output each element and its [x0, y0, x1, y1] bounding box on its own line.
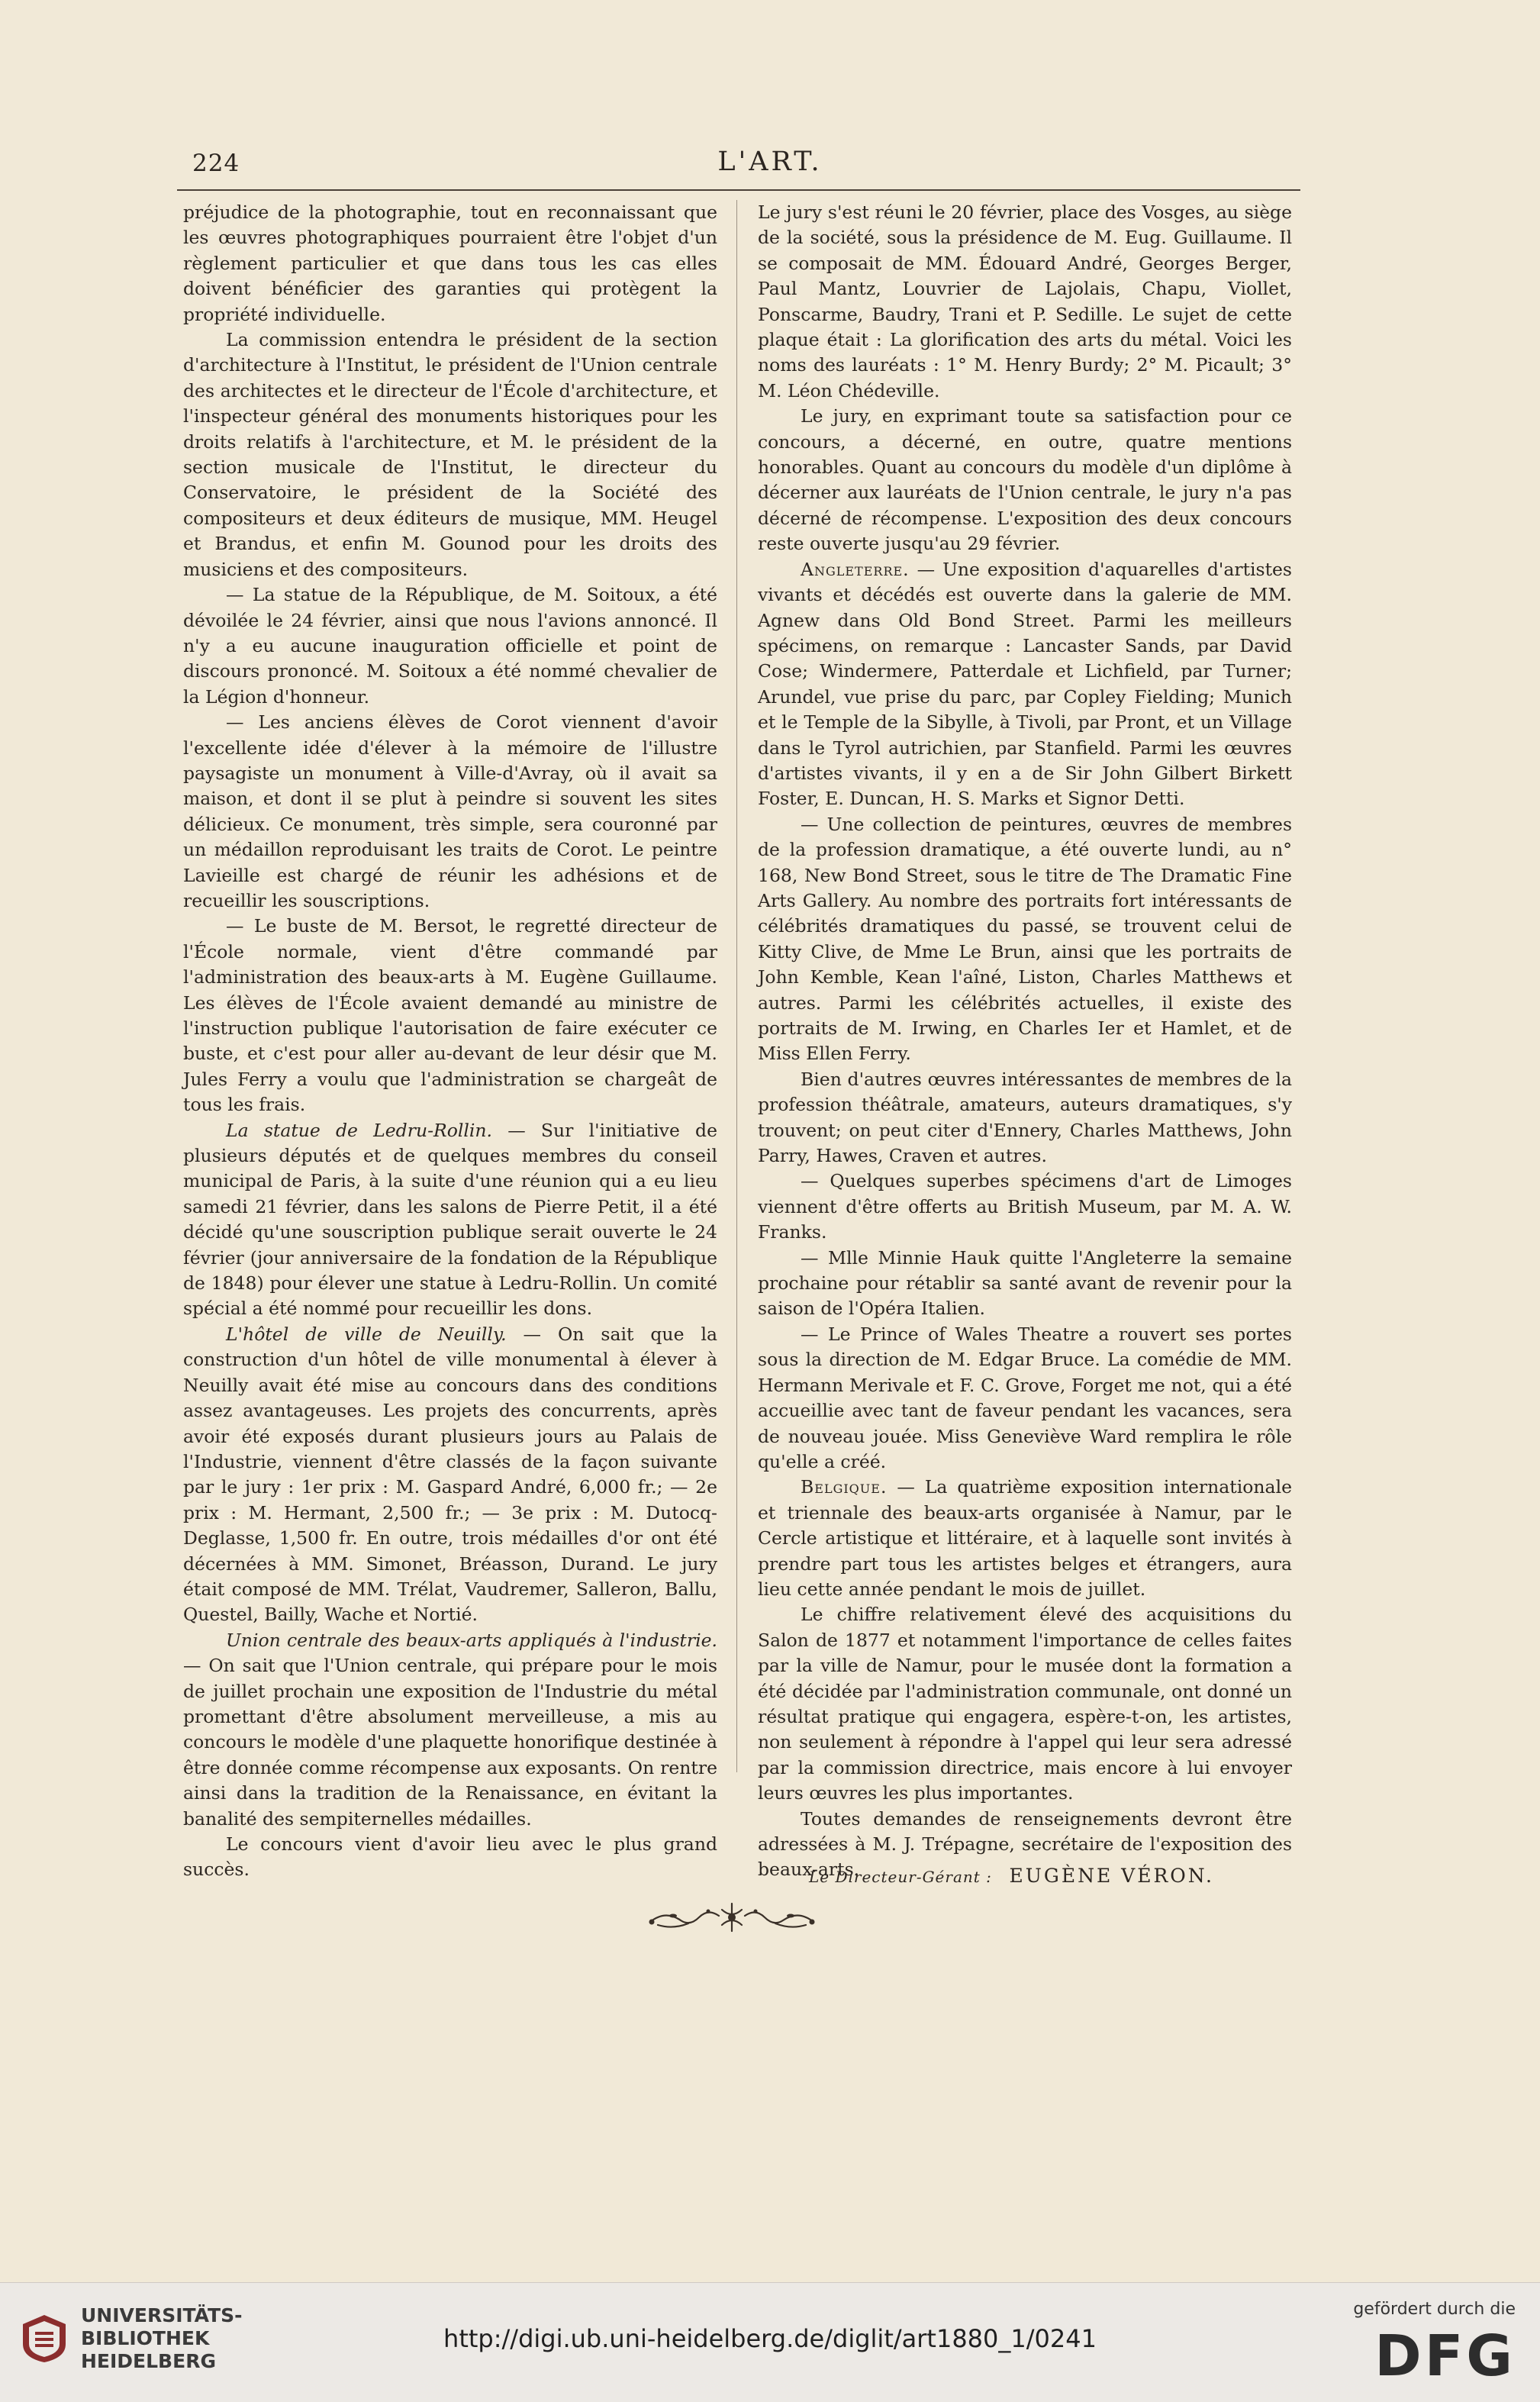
paragraph [758, 1475, 1292, 1602]
running-title: L'ART. [717, 147, 823, 177]
paragraph-lead: Union centrale des beaux-arts appliqués à l'industrie. [226, 1629, 717, 1651]
signature [809, 1865, 1214, 1887]
paragraph-text: Toutes demandes de renseignements devront être adressées à M. J. Trépagne, secrétaire de l'exposition des beaux-arts. [758, 1807, 1292, 1881]
paragraph [758, 200, 1292, 404]
paragraph-text: — La quatrième exposition internationale et triennale des beaux-arts organisée à Namur, par le Cercle artistique et littéraire, et à laquelle sont invités à prendre part tous les artistes belges et étrangers, aura lieu cette année pendant le mois de juillet. [758, 1476, 1292, 1600]
paragraph [183, 582, 717, 710]
paragraph-lead: L'hôtel de ville de Neuilly. [226, 1323, 507, 1345]
paragraph [183, 914, 717, 1117]
page-number: 224 [192, 150, 240, 177]
paragraph-text: — Sur l'initiative de plusieurs députés et de quelques membres du conseil municipal de Paris, à la suite d'une réunion qui a eu lieu samedi 21 février, dans les salons de Pierre Petit, il a été décidé qu'une souscription publique serait ouverte le 24 février (jour anniversaire de la fondation de la République de 1848) pour élever une statue à Ledru-Rollin. Un comité spécial a été nommé pour recueillir les dons. [183, 1119, 717, 1320]
paragraph [758, 1067, 1292, 1169]
paragraph-text: — La statue de la République, de M. Soitoux, a été dévoilée le 24 février, ainsi que nous l'avions annoncé. Il n'y a eu aucune inauguration officielle et point de discours prononcé. M. Soitoux a été nommé chevalier de la Légion d'honneur. [183, 584, 717, 708]
paragraph-text: — Le Prince of Wales Theatre a rouvert ses portes sous la direction de M. Edgar Bruce. La comédie de MM. Hermann Merivale et F. C. Grove, Forget me not, qui a été accueillie avec tant de faveur pendant les vacances, sera de nouveau jouée. Miss Geneviève Ward remplira le rôle qu'elle a créé. [758, 1323, 1292, 1472]
paragraph-text: Bien d'autres œuvres intéressantes de membres de la profession théâtrale, amateurs, auteurs dramatiques, s'y trouvent; on peut citer d'Ennery, Charles Matthews, John Parry, Hawes, Craven et autres. [758, 1068, 1292, 1167]
floral-ornament-icon [643, 1899, 821, 1936]
paragraph [758, 1169, 1292, 1245]
right-column [758, 200, 1292, 1883]
paragraph-text: Le jury s'est réuni le 20 février, place des Vosges, au siège de la société, sous la présidence de M. Eug. Guillaume. Il se composait de MM. Édouard André, Georges Berger, Paul Mantz, Louvrier de Lajolais, Chapu, Viollet, Ponscarme, Baudry, Trani et P. Sedille. Le sujet de cette plaque était : La glorification des arts du métal. Voici les noms des lauréats : 1° M. Henry Burdy; 2° M. Picault; 3° M. Léon Chédeville. [758, 202, 1292, 401]
section-heading: Angleterre. [801, 558, 910, 580]
paragraph [183, 327, 717, 582]
paragraph [183, 1628, 717, 1832]
left-column [183, 200, 717, 1883]
paragraph-text: Le concours vient d'avoir lieu avec le plus grand succès. [183, 1833, 717, 1881]
paragraph-text: préjudice de la photographie, tout en reconnaissant que les œuvres photographiques pourraient être l'objet d'un règlement particulier et que dans tous les cas elles doivent bénéficier des garanties qui protègent la propriété individuelle. [183, 202, 717, 325]
paragraph-text: — On sait que l'Union centrale, qui prépare pour le mois de juillet prochain une exposition de l'Industrie du métal promettant d'être absolument merveilleuse, a mis au concours le modèle d'une plaquette honorifique destinée à être donnée comme récompense aux exposants. On rentre ainsi dans la tradition de la Renaissance, en évitant la banalité des sempiternelles médailles. [183, 1655, 717, 1830]
column-divider [736, 200, 737, 1772]
paragraph-text: — Mlle Minnie Hauk quitte l'Angleterre la semaine prochaine pour rétablir sa santé avant de revenir pour la saison de l'Opéra Italien. [758, 1246, 1292, 1320]
paragraph-text: — Quelques superbes spécimens d'art de Limoges viennent d'être offerts au British Museum, par M. A. W. Franks. [758, 1170, 1292, 1243]
paragraph [758, 812, 1292, 1067]
signature-name: EUGÈNE VÉRON. [1009, 1865, 1214, 1887]
paragraph [183, 710, 717, 914]
paragraph [183, 1832, 717, 1883]
paragraph [183, 1118, 717, 1322]
signature-label: Le Directeur-Gérant : [809, 1868, 992, 1886]
paragraph-text: — Le buste de M. Bersot, le regretté directeur de l'École normale, vient d'être commandé par l'administration des beaux-arts à M. Eugène Guillaume. Les élèves de l'École avaient demandé au ministre de l'instruction publique l'autorisation de faire exécuter ce buste, et c'est pour aller au-devant de leur désir que M. Jules Ferry a voulu que l'administration se chargeât de tous les frais. [183, 915, 717, 1116]
paragraph-text: — On sait que la construction d'un hôtel de ville monumental à élever à Neuilly avait été mise au concours dans des conditions assez avantageuses. Les projets des concurrents, après avoir été exposés durant plusieurs jours au Palais de l'Industrie, viennent d'être classés de la façon suivante par le jury : 1er prix : M. Gaspard André, 6,000 fr.; — 2e prix : M. Hermant, 2,500 fr.; — 3e prix : M. Dutocq-Deglasse, 1,500 fr. En outre, trois médailles d'or ont été décernées à MM. Simonet, Bréasson, Durand. Le jury était composé de MM. Trélat, Vaudremer, Salleron, Ballu, Questel, Bailly, Wache et Nortié. [183, 1323, 717, 1626]
viewer-footer [0, 2282, 1540, 2402]
paragraph-lead: La statue de Ledru-Rollin. [226, 1119, 493, 1141]
university-name: UNIVERSITÄTS- BIBLIOTHEK HEIDELBERG [81, 2304, 243, 2372]
paragraph [758, 557, 1292, 812]
paragraph-text: Le jury, en exprimant toute sa satisfaction pour ce concours, a décerné, en outre, quatre mentions honorables. Quant au concours du modèle d'un diplôme à décerner aux lauréats de l'Union centrale, le jury n'a pas décerné de récompense. L'exposition des deux concours reste ouverte jusqu'au 29 février. [758, 405, 1292, 555]
dfg-logo[interactable]: DFG [1374, 2323, 1516, 2389]
funded-by-label: gefördert durch die [1353, 2300, 1516, 2319]
paragraph [183, 200, 717, 327]
paragraph-text: Le chiffre relativement élevé des acquisitions du Salon de 1877 et notamment l'importance de celles faites par la ville de Namur, pour le musée dont la formation a été décidée par l'administration communale, ont donné un résultat pratique qui engagera, espère-t-on, les artistes, non seulement à répondre à l'appel qui leur sera adressé par la commission directrice, mais encore à lui envoyer leurs œuvres les plus importantes. [758, 1604, 1292, 1804]
header-rule [177, 189, 1300, 191]
paragraph-text: — Les anciens élèves de Corot viennent d'avoir l'excellente idée d'élever à la mémoire de l'illustre paysagiste un monument à Ville-d'Avray, où il avait sa maison, et dont il se plut à peindre si souvent les sites délicieux. Ce monument, très simple, sera couronné par un médaillon reproduisant les traits de Corot. Le peintre Lavieille est chargé de réunir les adhésions et de recueillir les souscriptions. [183, 711, 717, 911]
paragraph-text: — Une collection de peintures, œuvres de membres de la profession dramatique, a été ouverte lundi, au n° 168, New Bond Street, sous le titre de The Dramatic Fine Arts Gallery. Au nombre des portraits fort intéressants de célébrités dramatiques du passé, se trouvent celui de Kitty Clive, de Mme Le Brun, ainsi que les portraits de John Kemble, Kean l'aîné, Liston, Charles Matthews et autres. Parmi les célébrités actuelles, il existe des portraits de M. Irwing, en Charles Ier et Hamlet, et de Miss Ellen Ferry. [758, 813, 1292, 1065]
section-heading: Belgique. [801, 1476, 888, 1498]
document-url[interactable]: http://digi.ub.uni-heidelberg.de/diglit/art1880_1/0241 [443, 2324, 1097, 2353]
paragraph-text: La commission entendra le président de la section d'architecture à l'Institut, le président de l'Union centrale des architectes et le directeur de l'École d'architecture, et l'inspecteur général des monuments historiques pour les droits relatifs à l'architecture, et M. le président de la section musicale de l'Institut, le directeur du Conservatoire, le président de la Société des compositeurs et deux éditeurs de musique, MM. Heugel et Brandus, et enfin M. Gounod pour les droits des musiciens et des compositeurs. [183, 329, 717, 580]
paragraph [758, 1602, 1292, 1806]
paragraph [758, 404, 1292, 556]
paragraph [758, 1322, 1292, 1475]
paragraph [183, 1322, 717, 1628]
paragraph-text: — Une exposition d'aquarelles d'artistes vivants et décédés est ouverte dans la galerie de MM. Agnew dans Old Bond Street. Parmi les meilleurs spécimens, on remarque : Lancaster Sands, par David Cose; Windermere, Patterdale et Lichfield, par Turner; Arundel, vue prise du parc, par Copley Fielding; Munich et le Temple de la Sibylle, à Tivoli, par Pront, et un Village dans le Tyrol autrichien, par Stanfield. Parmi les œuvres d'artistes vivants, il y en a de Sir John Gilbert Birkett Foster, E. Duncan, H. S. Marks et Signor Detti. [758, 558, 1292, 810]
paragraph [758, 1246, 1292, 1322]
